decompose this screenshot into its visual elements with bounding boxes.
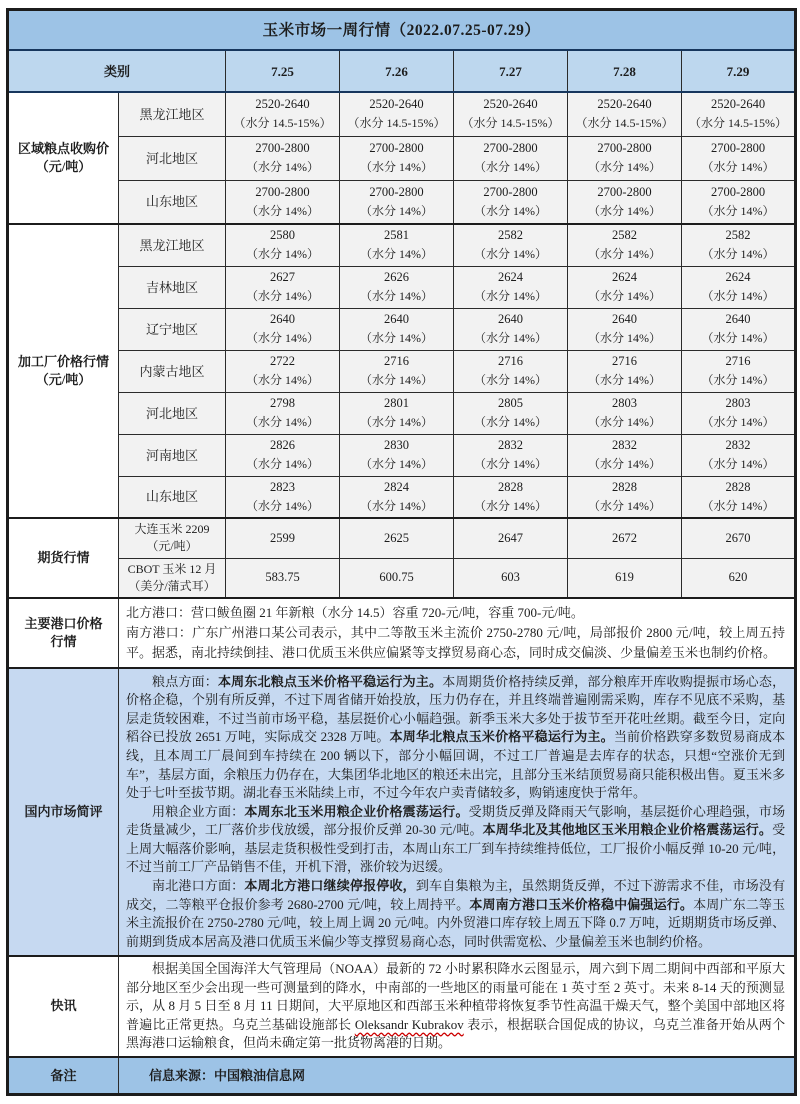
- price-cell: 2625: [340, 518, 454, 558]
- price-cell: 2828 （水分 14%）: [454, 476, 568, 518]
- review-paragraph-ports: 南北港口方面：本周北方港口继续停报停收，到车自集粮为主，虽然期货反弹，不过下游需求不佳，市场没有成交，二等粮平仓报价参考 2680-2700 元/吨，较上周持平。本周南方港口玉米价格稳中偏强运行。本周广东二等玉米主流报价在 2750-2780 元/吨，较上周上调 20 元/吨。内外贸港口库存较上周五下降 0.7 万吨，近期期货市场反弹、前期到货成本居高及港口优质玉米偏少等支撑贸易商心态，同时供需宽松、少量偏差玉米也制约价格。: [126, 878, 786, 949]
- price-cell: 2828 （水分 14%）: [682, 476, 796, 518]
- report-title: 玉米市场一周行情（2022.07.25-07.29）: [8, 10, 796, 51]
- price-cell: 2640 （水分 14%）: [682, 308, 796, 350]
- region-label: 黑龙江地区: [119, 92, 226, 136]
- price-cell: 2700-2800 （水分 14%）: [682, 136, 796, 180]
- price-cell: 2670: [682, 518, 796, 558]
- price-cell: 2700-2800 （水分 14%）: [682, 180, 796, 224]
- review-paragraph-enterprises: 用粮企业方面：本周东北玉米用粮企业价格震荡运行。受期货反弹及降雨天气影响，基层挺价心理趋强，市场走货量减少，工厂落价步伐放缓，部分报价反弹 20-30 元/吨。本周华北及其他地区玉米用粮企业价格震荡运行。受上周大幅落价影响，基层走货积极性受到打击，本周山东工厂到车持续维持低位，工厂报价小幅反弹 10-20 元/吨，不过当前工厂产品销售不佳，开机下滑，涨价较为迟缓。: [126, 803, 786, 875]
- price-cell: 2520-2640 （水分 14.5-15%）: [682, 92, 796, 136]
- futures-contract-label: CBOT 玉米 12 月 （美分/蒲式耳）: [119, 558, 226, 598]
- news-paragraph: 根据美国全国海洋大气管理局（NOAA）最新的 72 小时累积降水云图显示，周六到下周二期间中西部和平原大部分地区至少会出现一些可测量到的降水，中南部的一些地区的雨量可能在 1 英寸至 2 英寸。未来 8-14 天的预测显示，从 8 月 5 日至 8 月 11 日期间，大平原地区和西部玉米种植带将恢复季节性高温干燥天气，整个美国中部地区将普遍比正常更热。乌克兰基础设施部长 Oleksandr Kubrakov 表示，根据联合国促成的协议，乌克兰准备开始从两个黑海港口运输粮食，但尚未确定第一批货物离港的日期。: [126, 961, 786, 1050]
- region-label: 河北地区: [119, 392, 226, 434]
- price-cell: 2626 （水分 14%）: [340, 266, 454, 308]
- price-cell: 600.75: [340, 558, 454, 598]
- price-cell: 2582 （水分 14%）: [454, 224, 568, 266]
- price-cell: 2640 （水分 14%）: [340, 308, 454, 350]
- price-cell: 2640 （水分 14%）: [568, 308, 682, 350]
- region-label: 辽宁地区: [119, 308, 226, 350]
- table-row: [8, 1057, 796, 1095]
- table-row: [8, 434, 796, 476]
- col-header-date-4: 7.28: [568, 50, 682, 92]
- section-label-remark: 备注: [8, 1057, 119, 1095]
- price-cell: 2803 （水分 14%）: [682, 392, 796, 434]
- review-paragraph-grain-points: 粮点方面：本周东北粮点玉米价格平稳运行为主。本周期货价格持续反弹，部分粮库开库收购提振市场心态，价格企稳，个别有所反弹，不过下周省储开始投放，压力仍存在，并且终端普遍刚需采购，库存不见底不采购，基层走货较困难，不过当前市场平稳，基层挺价心小幅趋强。新季玉米大多处于拔节至开花吐丝期。截至今日，定向稻谷已投放 2651 万吨，实际成交 2328 万吨。本周华北粮点玉米价格平稳运行为主。当前价格跌穿多数贸易商成本线，且本周工厂晨间到车持续在 200 辆以下，部分小幅回调，不过工厂普遍是去库存的状态，只想“空涨价无到车”，基层方面，余粮压力仍存在，大集团华北地区的粮还未出完，且部分玉米结顶贸易商只能积极出售。夏玉米多处于七叶至拔节期。湖北春玉米陆续上市，不过今年农户卖青储较多，购销速度快于常年。: [126, 673, 786, 801]
- price-cell: 2832 （水分 14%）: [682, 434, 796, 476]
- col-header-date-2: 7.26: [340, 50, 454, 92]
- region-label: 吉林地区: [119, 266, 226, 308]
- section-label-futures: 期货行情: [8, 518, 119, 598]
- table-row: [8, 668, 796, 956]
- price-cell: 2700-2800 （水分 14%）: [568, 136, 682, 180]
- section-label-processing: 加工厂价格行情 （元/吨）: [8, 224, 119, 518]
- price-cell: 2700-2800 （水分 14%）: [226, 136, 340, 180]
- region-label: 河南地区: [119, 434, 226, 476]
- table-row: [8, 956, 796, 1057]
- table-row: [8, 558, 796, 598]
- table-row: [8, 476, 796, 518]
- price-cell: 2647: [454, 518, 568, 558]
- region-label: 内蒙古地区: [119, 350, 226, 392]
- table-row: [8, 136, 796, 180]
- col-header-date-3: 7.27: [454, 50, 568, 92]
- price-cell: 2700-2800 （水分 14%）: [454, 136, 568, 180]
- region-label: 山东地区: [119, 180, 226, 224]
- price-cell: 603: [454, 558, 568, 598]
- price-cell: 2640 （水分 14%）: [454, 308, 568, 350]
- price-cell: 2716 （水分 14%）: [340, 350, 454, 392]
- price-cell: 2798 （水分 14%）: [226, 392, 340, 434]
- section-label-region-purchase: 区域粮点收购价 （元/吨）: [8, 92, 119, 224]
- price-cell: 2520-2640 （水分 14.5-15%）: [568, 92, 682, 136]
- price-cell: 2716 （水分 14%）: [682, 350, 796, 392]
- price-cell: 2823 （水分 14%）: [226, 476, 340, 518]
- table-row: [8, 308, 796, 350]
- price-cell: 2520-2640 （水分 14.5-15%）: [454, 92, 568, 136]
- region-label: 河北地区: [119, 136, 226, 180]
- price-cell: 2828 （水分 14%）: [568, 476, 682, 518]
- price-cell: 2805 （水分 14%）: [454, 392, 568, 434]
- price-cell: 2700-2800 （水分 14%）: [340, 136, 454, 180]
- price-cell: 2832 （水分 14%）: [568, 434, 682, 476]
- price-cell: 2580 （水分 14%）: [226, 224, 340, 266]
- price-cell: 2520-2640 （水分 14.5-15%）: [340, 92, 454, 136]
- table-row: [8, 224, 796, 266]
- price-cell: 2582 （水分 14%）: [682, 224, 796, 266]
- price-cell: 2581 （水分 14%）: [340, 224, 454, 266]
- remark-source-text: 信息来源：中国粮油信息网: [119, 1057, 796, 1095]
- review-text: [119, 668, 796, 956]
- ports-text: [119, 598, 796, 668]
- spellcheck-flagged-name: Oleksandr Kubrakov: [354, 1016, 464, 1032]
- price-cell: 2832 （水分 14%）: [454, 434, 568, 476]
- table-row: [8, 92, 796, 136]
- ports-line-north: 北方港口：营口鲅鱼圈 21 年新粮（水分 14.5）容重 720-元/吨，容重 700-元/吨。: [126, 605, 584, 620]
- price-cell: 2716 （水分 14%）: [568, 350, 682, 392]
- column-header-row: [8, 50, 796, 92]
- price-cell: 583.75: [226, 558, 340, 598]
- price-cell: 2624 （水分 14%）: [682, 266, 796, 308]
- price-cell: 2624 （水分 14%）: [454, 266, 568, 308]
- price-cell: 2624 （水分 14%）: [568, 266, 682, 308]
- price-cell: 619: [568, 558, 682, 598]
- news-text: [119, 956, 796, 1057]
- table-row: [8, 266, 796, 308]
- title-row: [8, 10, 796, 51]
- price-cell: 2700-2800 （水分 14%）: [226, 180, 340, 224]
- price-cell: 2700-2800 （水分 14%）: [340, 180, 454, 224]
- price-cell: 2801 （水分 14%）: [340, 392, 454, 434]
- table-row: [8, 518, 796, 558]
- section-label-review: 国内市场简评: [8, 668, 119, 956]
- futures-contract-label: 大连玉米 2209 （元/吨）: [119, 518, 226, 558]
- table-row: [8, 392, 796, 434]
- price-cell: 2672: [568, 518, 682, 558]
- price-cell: 2520-2640 （水分 14.5-15%）: [226, 92, 340, 136]
- col-header-date-1: 7.25: [226, 50, 340, 92]
- price-cell: 2582 （水分 14%）: [568, 224, 682, 266]
- price-cell: 2824 （水分 14%）: [340, 476, 454, 518]
- price-cell: 2627 （水分 14%）: [226, 266, 340, 308]
- table-row: [8, 598, 796, 668]
- col-header-date-5: 7.29: [682, 50, 796, 92]
- section-label-news: 快讯: [8, 956, 119, 1057]
- price-cell: 2830 （水分 14%）: [340, 434, 454, 476]
- ports-line-south: 南方港口：广东广州港口某公司表示，其中二等散玉米主流价 2750-2780 元/吨，局部报价 2800 元/吨，较上周五持平。据悉，南北持续倒挂、港口优质玉米供应偏紧等支撑贸易商心态，同时成交偏淡、少量偏差玉米也制约价格。: [126, 625, 786, 660]
- price-cell: 2599: [226, 518, 340, 558]
- table-row: [8, 350, 796, 392]
- table-row: [8, 180, 796, 224]
- price-cell: 2826 （水分 14%）: [226, 434, 340, 476]
- region-label: 山东地区: [119, 476, 226, 518]
- price-cell: 2640 （水分 14%）: [226, 308, 340, 350]
- region-label: 黑龙江地区: [119, 224, 226, 266]
- section-label-ports: 主要港口价格 行情: [8, 598, 119, 668]
- price-cell: 2716 （水分 14%）: [454, 350, 568, 392]
- price-cell: 2722 （水分 14%）: [226, 350, 340, 392]
- price-cell: 2700-2800 （水分 14%）: [454, 180, 568, 224]
- price-cell: 2700-2800 （水分 14%）: [568, 180, 682, 224]
- market-table: [6, 8, 797, 1096]
- col-header-category: 类别: [8, 50, 226, 92]
- price-cell: 2803 （水分 14%）: [568, 392, 682, 434]
- price-cell: 620: [682, 558, 796, 598]
